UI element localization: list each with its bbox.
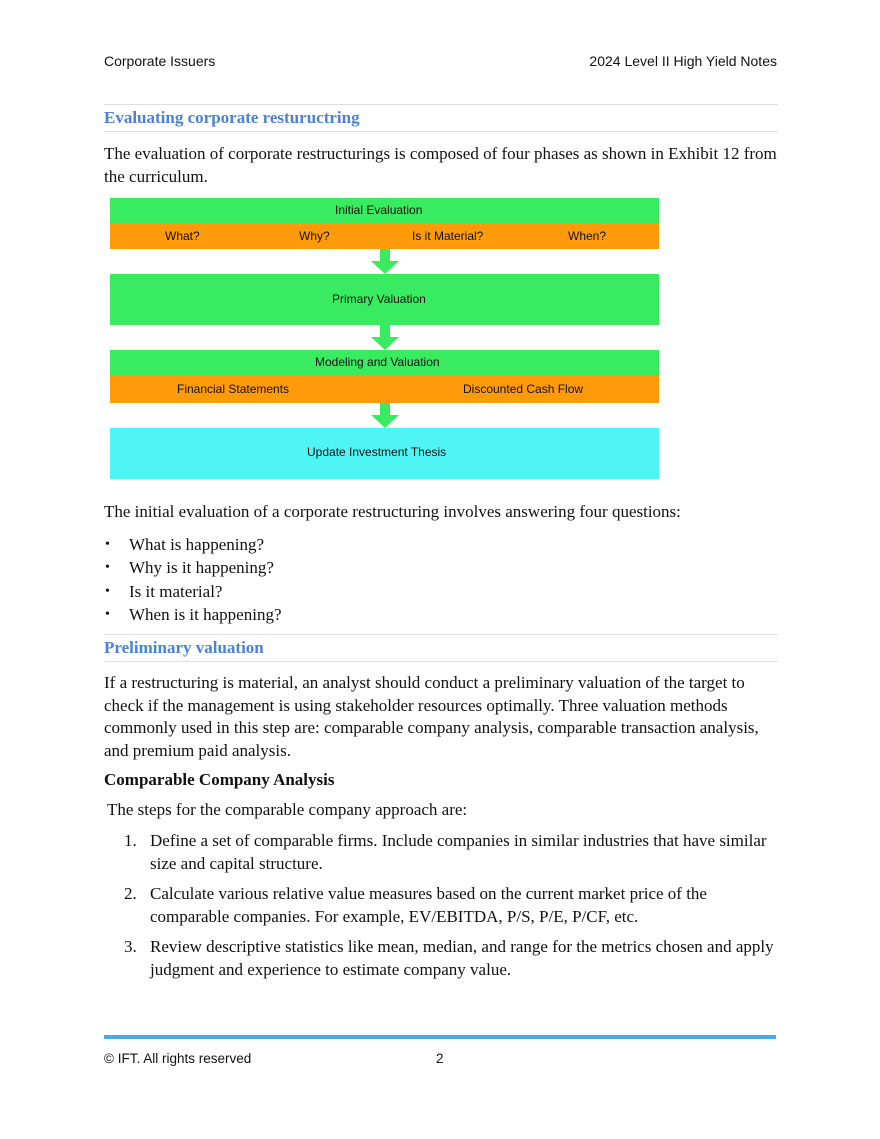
footer-copyright: © IFT. All rights reserved: [104, 1051, 252, 1066]
bullet: •: [105, 606, 110, 622]
down-arrow-icon: [371, 403, 399, 428]
list-item: 1. Define a set of comparable firms. Include companies in similar industries that have similar size and capital structure.: [124, 831, 767, 873]
phase-title: Update Investment Thesis: [307, 445, 447, 459]
question-label: Why?: [299, 229, 330, 243]
bullet: •: [105, 537, 110, 552]
section-title: Evaluating corporate restuructring: [104, 108, 360, 127]
initial-eval-intro: The initial evaluation of a corporate restructuring involves answering four questions:: [104, 502, 681, 521]
list-item: • When is it happening?: [105, 604, 282, 624]
phase-questions-row: [110, 223, 659, 249]
section-title: Preliminary valuation: [104, 638, 264, 657]
list-item: • What is happening?: [105, 535, 265, 554]
intro-paragraph: The evaluation of corporate restructurings is composed of four phases as shown in Exhibit 12 from the curriculum.: [104, 144, 777, 186]
restructuring-phases-diagram: [110, 198, 659, 479]
phase-modeling-items-row: [110, 375, 659, 403]
modeling-item-label: Discounted Cash Flow: [463, 382, 584, 396]
down-arrow-icon: [371, 325, 399, 350]
list-item: • Is it material?: [105, 581, 223, 601]
bullet: •: [105, 560, 110, 576]
bullet: •: [105, 583, 110, 599]
questions-list: [104, 533, 282, 626]
phase-title: Initial Evaluation: [335, 203, 423, 217]
phase-title: Modeling and Valuation: [315, 355, 440, 369]
list-item: 2. Calculate various relative value measures based on the current market price of the comparable companies. For example, EV/EBITDA, P/S, P/E, P/CF, etc.: [124, 884, 707, 926]
page-number: 2: [436, 1051, 444, 1066]
down-arrow-icon: [371, 249, 399, 274]
section-heading-preliminary: [104, 634, 778, 662]
phase-title: Primary Valuation: [332, 292, 426, 306]
comparable-intro: The steps for the comparable company approach are:: [107, 800, 468, 819]
modeling-item-label: Financial Statements: [177, 382, 290, 396]
list-item: 3. Review descriptive statistics like mean, median, and range for the metrics chosen and apply judgment and experience to estimate company value.: [124, 937, 774, 979]
preliminary-paragraph: If a restructuring is material, an analyst should conduct a preliminary valuation of the target to check if the management is using stakeholder resources optimally. Three valuation methods commonly used in this step are: comparable company analysis, comparable transaction analysis, and premium paid analysis.: [104, 673, 759, 760]
phase-modeling-valuation: [110, 350, 659, 375]
list-item: • Why is it happening?: [105, 558, 274, 578]
section-heading-restructuring: [104, 104, 778, 132]
steps-list: [104, 830, 784, 989]
question-label: What?: [165, 229, 200, 243]
footer-divider: [104, 1035, 776, 1039]
question-label: Is it Material?: [412, 229, 484, 243]
question-label: When?: [568, 229, 607, 243]
phase-initial-evaluation: [110, 198, 659, 223]
comparable-heading: Comparable Company Analysis: [104, 770, 335, 789]
header-left: Corporate Issuers: [104, 53, 216, 69]
phase-update-thesis: [110, 428, 659, 479]
phase-primary-valuation: [110, 274, 659, 325]
header-right: 2024 Level II High Yield Notes: [589, 53, 777, 69]
